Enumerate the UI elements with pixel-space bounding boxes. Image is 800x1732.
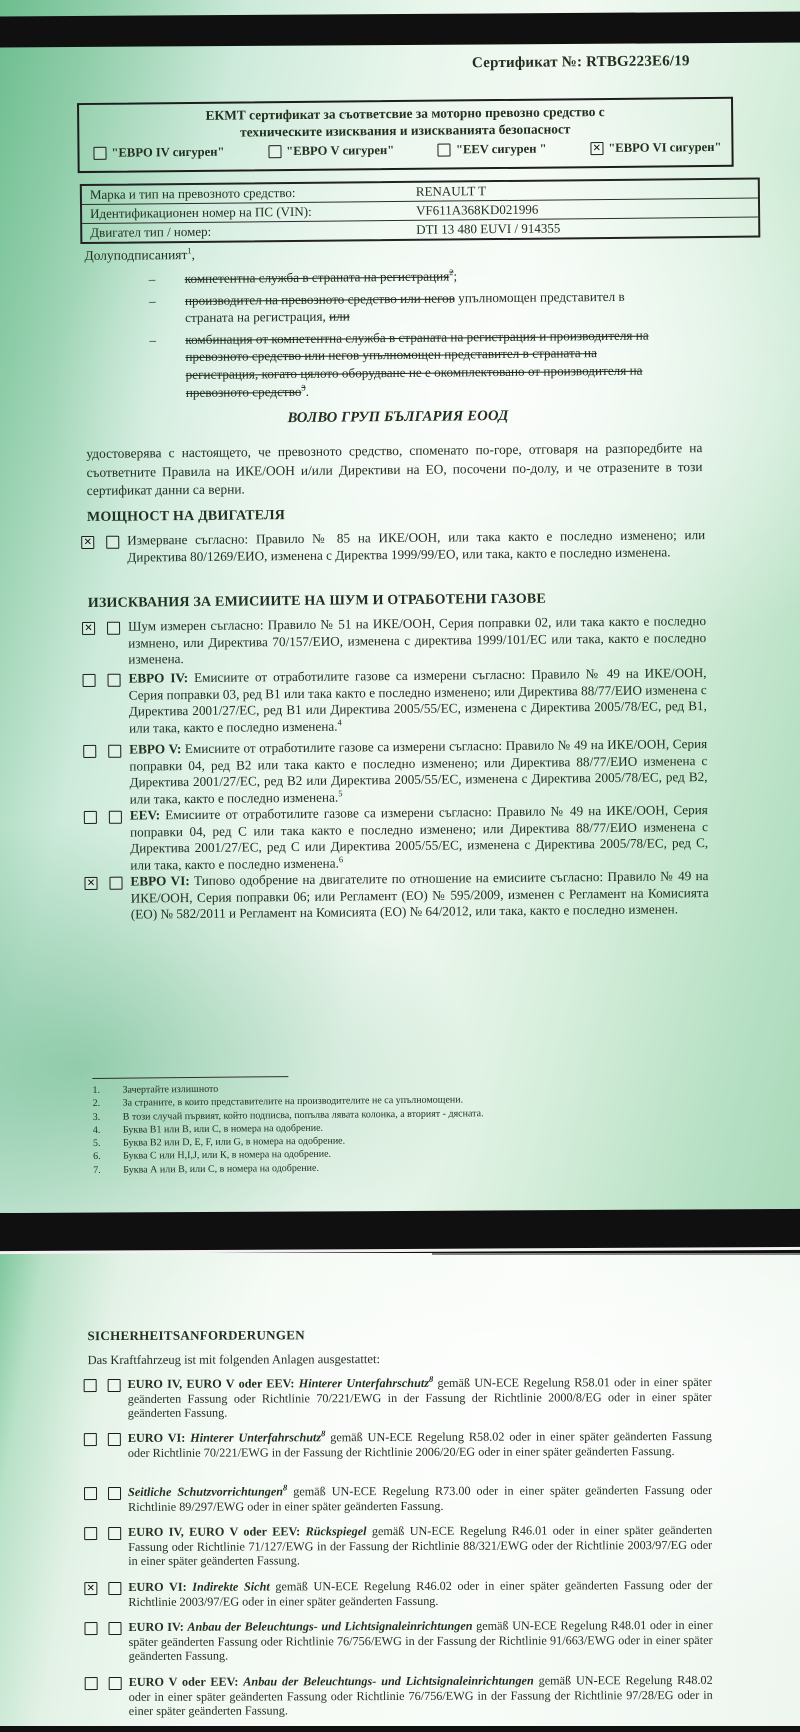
footnote-ref: 8 [428,1373,434,1384]
checkbox-right-icon[interactable] [108,1582,121,1595]
option-euro6-label: "ЕВРО VI сигурен" [608,139,722,155]
checkbox-left-icon[interactable] [84,1433,97,1446]
item-feature: Indirekte Sicht [192,1579,270,1594]
item-body: Емисиите от отработилите газове са измерени съгласно: Правило № 49 на ИКЕ/ООН, Серия поправки 03, ред В1 или така както е последно изменено; или Директива 88/77/ЕИО изменена с Директива 2001/27/ЕС, ред В1 или Директива 2005/55/ЕС, изменена с Директива 2005/78/ЕС, ред В1, или така, както е последно изменена. [128,665,707,736]
item-prefix: EURO IV, EURO V oder EEV: [128,1524,306,1539]
item-body: Измерване съгласно: Правило № 85 на ИКЕ/ООН, или така както е последно изменено; или Директива 80/1269/ЕИО, изменена с Директва 1999/99/ЕО, или така, както е последно изменена. [127,527,706,565]
item-text [129,736,708,808]
item-text [130,802,709,874]
row-label: Марка и тип на превозното средство: [89,184,296,202]
vehicle-info-table [80,178,761,245]
intro-tail: , [191,246,196,262]
normal-text: . [305,383,310,399]
checkbox-item-noise [82,613,706,669]
checkbox-item-side-protection [84,1483,712,1515]
footnote-number: 1. [92,1084,101,1096]
footnote-ref: 4 [337,716,342,727]
row-label: Идентификационен номер на ПС (VIN): [90,203,312,221]
item-text [127,527,705,566]
checkbox-left-icon[interactable] [84,1487,97,1500]
item-feature: Anbau der Beleuchtungs- und Lichtsignaleinrichtungen [243,1673,534,1689]
checkbox-right-icon[interactable] [108,1487,121,1500]
row-label: Двигател тип / номер: [90,223,212,240]
checkbox-item-eev [84,802,709,874]
item-body: Емисиите от отработилите газове са измерени съгласно: Правило № 49 на ИКЕ/ООН, Серия поправки 04, ред В2 или така както е последно изменено; или Директива 88/77/ЕИО изменена с Директива 2001/27/ЕС, ред В2 или Директива 2005/55/ЕС, изменена с Директива 2005/78/ЕС, ред В2, или така, както е последно изменена. [129,736,708,807]
certificate-title-box [77,97,734,173]
footnote-ref: 6 [338,853,344,864]
checkbox-right-icon[interactable] [108,1527,121,1540]
checkbox-item-lighting-euro5-eev [85,1673,713,1719]
option-euro6 [590,140,721,156]
item-body: gemäß UN-ECE Regelung R46.02 oder in einer später geänderten Fassung oder der Richtlinie 2003/97/EG oder in einer später geänderten Fassung. [128,1577,713,1609]
normal-text: упълномощен представител в страната на регистрация, [185,288,625,326]
item-text [129,1673,713,1719]
checkbox-left-icon[interactable] [85,1677,98,1690]
struck-text: или [329,308,350,324]
item-lead: ЕВРО V: [129,741,182,757]
option-euro5 [268,143,394,159]
item-lead: ЕВРО IV: [128,670,189,686]
list-item [149,287,657,327]
item-feature: Rückspiegel [305,1524,367,1539]
title-line-1: ЕКМТ сертификат за съответсвие за моторно превозно средство с [205,104,605,123]
checkbox-item-euro6 [84,868,708,924]
checkbox-item-rear-underrun-euro45 [84,1375,712,1421]
option-eev [438,142,547,158]
checkbox-left-icon[interactable] [83,744,96,757]
title-line-2: техническите изисквания и изискванията безопасност [240,120,571,140]
checkbox-item-rear-underrun-euro6 [84,1429,712,1461]
option-euro4-label: "ЕВРО IV сигурен" [111,144,225,160]
certificate-page-german [0,1253,800,1726]
item-text [128,1618,712,1664]
row-value: RENAULT T [415,183,487,199]
item-lead: EEV: [129,807,161,823]
struck-text: комбинация от компетентна служба в страната на регистрация и производителя на превозното средство или негов упълномощен представител в страната на регистрация, когато цялото оборудване не е окомплектовано от производителя на превозното средство [185,327,649,400]
item-prefix: EURO IV: [128,1619,188,1634]
attestation-paragraph: удостоверява с настоящето, че превозното средство, споменато по-горе, отговаря на разпоредбите на съответните Правила на ИКЕ/ООН и/или Директиви на ЕО, посочени по-долу, и че отразените в този сертификат данни са верни. [86,440,703,499]
item-body: gemäß UN-ECE Regelung R48.02 oder in einer später geänderten Fassung oder Richtlinie 76/756/EWG in der Fassung der Richtlinie 97/28/EG oder in einer später geänderten Fassung. [128,1672,713,1719]
item-body: gemäß UN-ECE Regelung R73.00 oder in einer später geänderten Fassung oder Richtlinie 89/297/EWG oder in einer später geänderten Fassung. [128,1482,713,1514]
checkbox-eev-icon[interactable] [438,143,451,156]
checkbox-right-icon[interactable] [108,1433,121,1446]
checkbox-euro4-icon[interactable] [93,147,106,160]
signatory-options-list [149,266,658,406]
footnote-number: 5. [92,1138,101,1150]
item-lead: ЕВРО VI: [130,873,190,889]
option-eev-label: "EEV сигурен " [455,141,547,157]
checkbox-right-icon[interactable] [109,1677,122,1690]
checkbox-right-icon[interactable] [107,621,120,634]
checkbox-right-icon[interactable] [109,810,122,823]
item-text [128,1429,712,1460]
item-body: gemäß UN-ECE Regelung R46.01 oder in einer später geänderten Fassung oder Richtlinie 71/127/EWG in der Fassung der Richtlinie 88/321/EWG oder der Richtlinie 2003/97/EG oder in einer später geänderten Fassung. [128,1522,713,1569]
certificate-number: Сертификат №: RTBG223E6/19 [471,53,690,72]
row-value: VF611A368KD021996 [415,201,539,218]
checkbox-left-icon[interactable] [84,810,97,823]
footnote-number: 4. [92,1124,101,1136]
checkbox-left-icon[interactable] [81,535,94,548]
item-body: gemäß UN-ECE Regelung R48.01 oder in einer später geänderten Fassung oder Richtlinie 76/756/EWG in der Fassung der Richtlinie 91/663/EWG oder in einer später geänderten Fassung. [128,1617,713,1664]
checkbox-item-lighting-euro4 [84,1618,712,1664]
footnote-text: За страните, в които представителите на производителите не са упълномощени. [122,1094,464,1109]
footnote-ref: 8 [282,1482,288,1493]
footnote-text: Буква С или H,I,J, или К, в номера на одобрение. [123,1149,332,1163]
checkbox-right-icon[interactable] [108,744,121,757]
item-feature: Seitliche Schutzvorrichtungen [128,1484,284,1499]
footnote-text: Зачертайте излишното [122,1083,219,1096]
option-euro5-label: "ЕВРО V сигурен" [286,143,395,159]
item-text [128,1523,712,1569]
checkbox-left-icon[interactable] [84,1379,97,1392]
footnote-number: 2. [92,1098,101,1110]
scan-separator-top [0,12,800,48]
checkbox-right-icon[interactable] [108,1622,121,1635]
dash-icon: – [149,332,156,348]
footnote-text: Буква В1 или В, или С, в номера на одобрение. [122,1122,324,1136]
option-euro4 [93,145,224,161]
checkbox-item-euro4 [82,665,707,737]
dash-icon: – [148,292,156,308]
item-text [128,613,706,668]
struck-text: производител на превозното средство или негов [184,290,455,308]
checkbox-right-icon[interactable] [107,673,120,686]
item-prefix: EURO V oder EEV: [128,1674,244,1689]
scan-separator-middle [0,1209,800,1251]
item-body: Шум измерен съгласно: Правило № 51 на ИКЕ/ООН, Серия поправки 02, или така както е последно измнено, или Директива 70/157/ЕИО, изменена с директива 1999/101/ЕС или така, както е последно изменена. [127,613,707,667]
item-prefix: EURO VI: [127,1430,191,1445]
item-feature: Hinterer Unterfahrschutz [298,1375,430,1391]
german-intro-line: Das Kraftfahrzeug ist mit folgenden Anlagen ausgestattet: [87,1352,380,1368]
item-body: gemäß UN-ECE Regelung R58.01 oder in einer später geänderten Fassung oder Richtlinie 70/221/EWG in der Fassung der Richtlinie 2000/8/EG oder in einer später geänderten Fassung. [127,1374,712,1421]
intro-text: Долуподписаният [84,247,188,264]
checkbox-right-icon[interactable] [108,1379,121,1392]
item-feature: Anbau der Beleuchtungs- und Lichtsignaleinrichtungen [187,1618,473,1634]
footnote-number: 7. [93,1164,101,1176]
checkbox-right-icon[interactable] [109,876,122,889]
struck-text: компетентна служба в страната на регистрация [184,268,450,287]
item-text [128,665,707,737]
item-text [128,1578,712,1609]
checkbox-item-euro5 [83,736,708,808]
footnote-ref: 8 [321,1428,326,1439]
footnote-text: Буква А или В, или С, в номера на одобрение. [123,1162,319,1176]
footnote-ref: 3 [301,382,306,393]
checkbox-item-power [81,527,705,566]
item-text [128,1375,712,1421]
list-item [149,326,658,401]
checkbox-left-icon[interactable] [82,621,95,634]
scan-separator-bottom [0,1726,800,1732]
dash-icon: – [148,271,156,287]
list-item [149,266,657,288]
section-heading-emissions: ИЗИСКВАНИЯ ЗА ЕМИСИИТЕ НА ШУМ И ОТРАБОТЕНИ ГАЗОВЕ [87,591,547,611]
item-feature: Hinterer Unterfahrschutz [190,1430,322,1445]
section-heading-engine-power: МОЩНОСТ НА ДВИГАТЕЛЯ [86,508,286,525]
item-prefix: EURO IV, EURO V oder EEV: [127,1376,299,1391]
checkbox-euro5-icon[interactable] [268,145,281,158]
checkbox-left-icon[interactable] [84,876,97,889]
item-prefix: EURO VI: [128,1579,193,1594]
footnote-text: В този случай първият, който подписва, попълва лявата колонка, а вторият - дясната. [122,1107,484,1123]
item-body: gemäß UN-ECE Regelung R58.02 oder in einer später geänderten Fassung oder Richtlinie 70/221/EWG in der Fassung der Richtlinie 2006/20/EG oder in einer später geänderten Fassung. [127,1428,712,1460]
footnotes-list [92,1078,733,1177]
row-value: DTI 13 480 EUVI / 914355 [416,220,561,237]
item-text [130,868,708,923]
checkbox-left-icon[interactable] [82,673,95,686]
footnote-number: 6. [93,1151,101,1163]
checkbox-left-icon[interactable] [84,1622,97,1635]
item-text [128,1483,712,1514]
signatory-intro [84,247,195,264]
normal-text: ; [453,268,458,284]
footnote-ref: 5 [338,787,343,798]
footnote-ref: 1 [187,245,192,256]
checkbox-item-mirrors [84,1523,712,1569]
checkbox-left-icon[interactable] [84,1582,97,1595]
section-heading-safety: SICHERHEITSANFORDERUNGEN [87,1327,305,1344]
footnote-divider [92,1076,288,1079]
company-name: ВОЛВО ГРУП БЪЛГАРИЯ ЕООД [287,407,509,427]
footnote-number: 3. [92,1111,101,1123]
item-body: Емисиите от отработилите газове са измерени съгласно: Правило № 49 на ИКЕ/ООН, Серия поправки 04, ред С или така както е последно изменено; или Директива 88/77/ЕИО изменена с Директива 2001/27/ЕС, ред С или Директива 2005/55/ЕС, изменена с Директива 2005/78/ЕС, ред С, или така, както е последно изменена. [129,802,709,873]
footnote-text: Буква В2 или D, E, F, или G, в номера на одобрение. [122,1135,346,1149]
checkbox-left-icon[interactable] [84,1527,97,1540]
item-body: Типово одобрение на двигателите по отношение на емисиите съгласно: Правило № 49 на ИКЕ/ООН, Серия поправки 06; или Регламент (ЕО) № 595/2009, изменен с Регламент на Комисията (ЕО) № 582/2011 и Регламент на Комисията (ЕО) № 64/2012, или така, както е последно изменен. [130,868,709,922]
checkbox-euro6-icon[interactable] [590,142,603,155]
checkbox-right-icon[interactable] [106,535,119,548]
footnote-ref: 2 [449,267,454,278]
checkbox-item-indirect-vision [84,1578,712,1610]
